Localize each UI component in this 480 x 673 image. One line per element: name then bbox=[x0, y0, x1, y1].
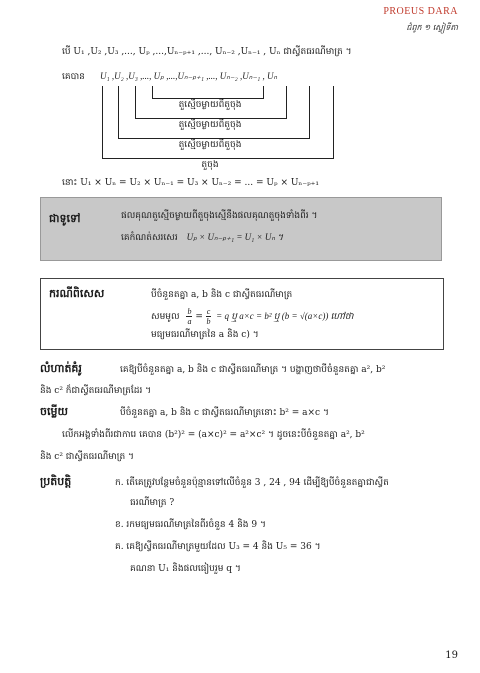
brace-label-2: តួស្មើចម្ងាយពីតួចុង bbox=[178, 120, 242, 130]
exercise-item-c-cont: គណនា U₁ និងផលធៀបរួម q ។ bbox=[130, 564, 241, 574]
brace-4 bbox=[102, 86, 334, 159]
exercise-item-b: ខ. រកមធ្យមធរណីមាត្រនៃពីរចំនួន 4 និង 9 ។ bbox=[115, 520, 266, 530]
page-number: 19 bbox=[445, 650, 458, 661]
intro-line-1: បើ U₁ ,U₂ ,U₃ ,..., Uₚ ,...,Uₙ₋ₚ₊₁ ,..., Uₙ₋₂ ,Uₙ₋₁ , Uₙ ជាស្វីតធរណីមាត្រ ។ bbox=[62, 47, 352, 57]
intro-line-2-terms: U₁ ,U₂ ,U₃ ,..., Uₚ ,...,Uₙ₋ₚ₊₁ ,..., Uₙ₋₂ ,Uₙ₋₁ , Uₙ bbox=[100, 71, 278, 81]
answer-title: ចម្លើយ bbox=[40, 405, 68, 418]
intro-conclusion: នោះ U₁ × Uₙ = U₂ × Uₙ₋₁ = U₃ × Uₙ₋₂ = ... = Uₚ × Uₙ₋ₚ₊₁ bbox=[62, 178, 320, 188]
answer-line-2: លើកអង្គទាំងពីរជាការេ គេបាន (b²)² = (a×c)² = a²×c² ។ ដូចនេះបីចំនួនតគ្នា a², b² bbox=[62, 430, 365, 440]
frac1-num: b bbox=[187, 307, 192, 316]
special-case-box bbox=[40, 278, 444, 350]
general-line-1: ផលគុណតួស្មើចម្ងាយពីតួចុងស្មើនឹងផលគុណតួចុងទាំងពីរ ។ bbox=[121, 211, 318, 221]
general-box bbox=[40, 197, 442, 261]
chapter-heading: ជំពូក ១ ស្វៀទីតា bbox=[406, 23, 458, 32]
brace-label-1: តួស្មើចម្ងាយពីតួចុង bbox=[178, 100, 242, 110]
example-line-1: គេឱ្យបីចំនួនតគ្នា a, b និង c ជាស្វីតធរណីមាត្រ ។ បង្ហាញថាបីចំនួនតគ្នា a², b² bbox=[120, 365, 386, 375]
fraction-c-over-b bbox=[206, 307, 212, 326]
exercise-item-a: ក. តើគេត្រូវបន្ថែមចំនួនប៉ុន្មានទៅលើចំនួន 3 , 24 , 94 ដើម្បីឱ្យបីចំនួនតគ្នាជាស្វីត bbox=[115, 478, 389, 488]
intro-line-2-prefix: គេបាន bbox=[62, 72, 85, 82]
special-line-2-rest: = q ឬ a×c = b² ឬ (b = √(a×c)) ហៅថា bbox=[216, 311, 354, 321]
exercise-title: ប្រតិបត្តិ bbox=[40, 475, 72, 488]
special-line-2-prefix: សមមូល bbox=[151, 312, 180, 322]
general-line-2-prefix: គេកំណត់សរសេរ bbox=[121, 233, 178, 243]
answer-line-3: និង c² ជាស្វីតធរណីមាត្រ ។ bbox=[40, 452, 134, 462]
exercise-item-c: គ. គេឱ្យស្វីតធរណីមាត្រមួយដែល U₃ = 4 និង U₅ = 36 ។ bbox=[115, 542, 321, 552]
brace-label-3: តួស្មើចម្ងាយពីតួចុង bbox=[178, 140, 242, 150]
special-line-2: សមមូល $\frac{b}{a}$ = $\frac{c}{b}$ = q ឬ a×c = b² ឬ (b = √(a×c)) ហៅថា bbox=[151, 307, 354, 326]
special-line-1: បីចំនួនតគ្នា a, b និង c ជាស្វីតធរណីមាត្រ bbox=[151, 290, 293, 300]
general-formula: Uₚ × Uₙ₋ₚ₊₁ = U₁ × Uₙ ។ bbox=[186, 232, 284, 242]
exercise-item-a-cont: ធរណីមាត្រ ? bbox=[130, 498, 175, 508]
brand-watermark: PROEUS DARA bbox=[383, 6, 458, 17]
fraction-b-over-a bbox=[186, 307, 192, 326]
general-line-2 bbox=[121, 232, 283, 245]
example-title: លំហាត់គំរូ bbox=[40, 362, 82, 375]
example-line-2: និង c² ក៏ជាស្វីតធរណីមាត្រដែរ ។ bbox=[40, 386, 152, 396]
answer-line-1: បីចំនួនតគ្នា a, b និង c ជាស្វីតធរណីមាត្រនោះ b² = a×c ។ bbox=[120, 408, 329, 418]
special-title: ករណីពិសេស bbox=[49, 287, 105, 300]
frac2-den: b bbox=[206, 317, 211, 326]
frac1-den: a bbox=[187, 317, 192, 326]
brace-label-last: តួចុង bbox=[201, 160, 219, 170]
frac2-num: c bbox=[206, 307, 211, 316]
general-title: ជាទូទៅ bbox=[49, 212, 81, 225]
special-line-3: មធ្យមធរណីមាត្រនៃ a និង c) ។ bbox=[151, 330, 259, 340]
